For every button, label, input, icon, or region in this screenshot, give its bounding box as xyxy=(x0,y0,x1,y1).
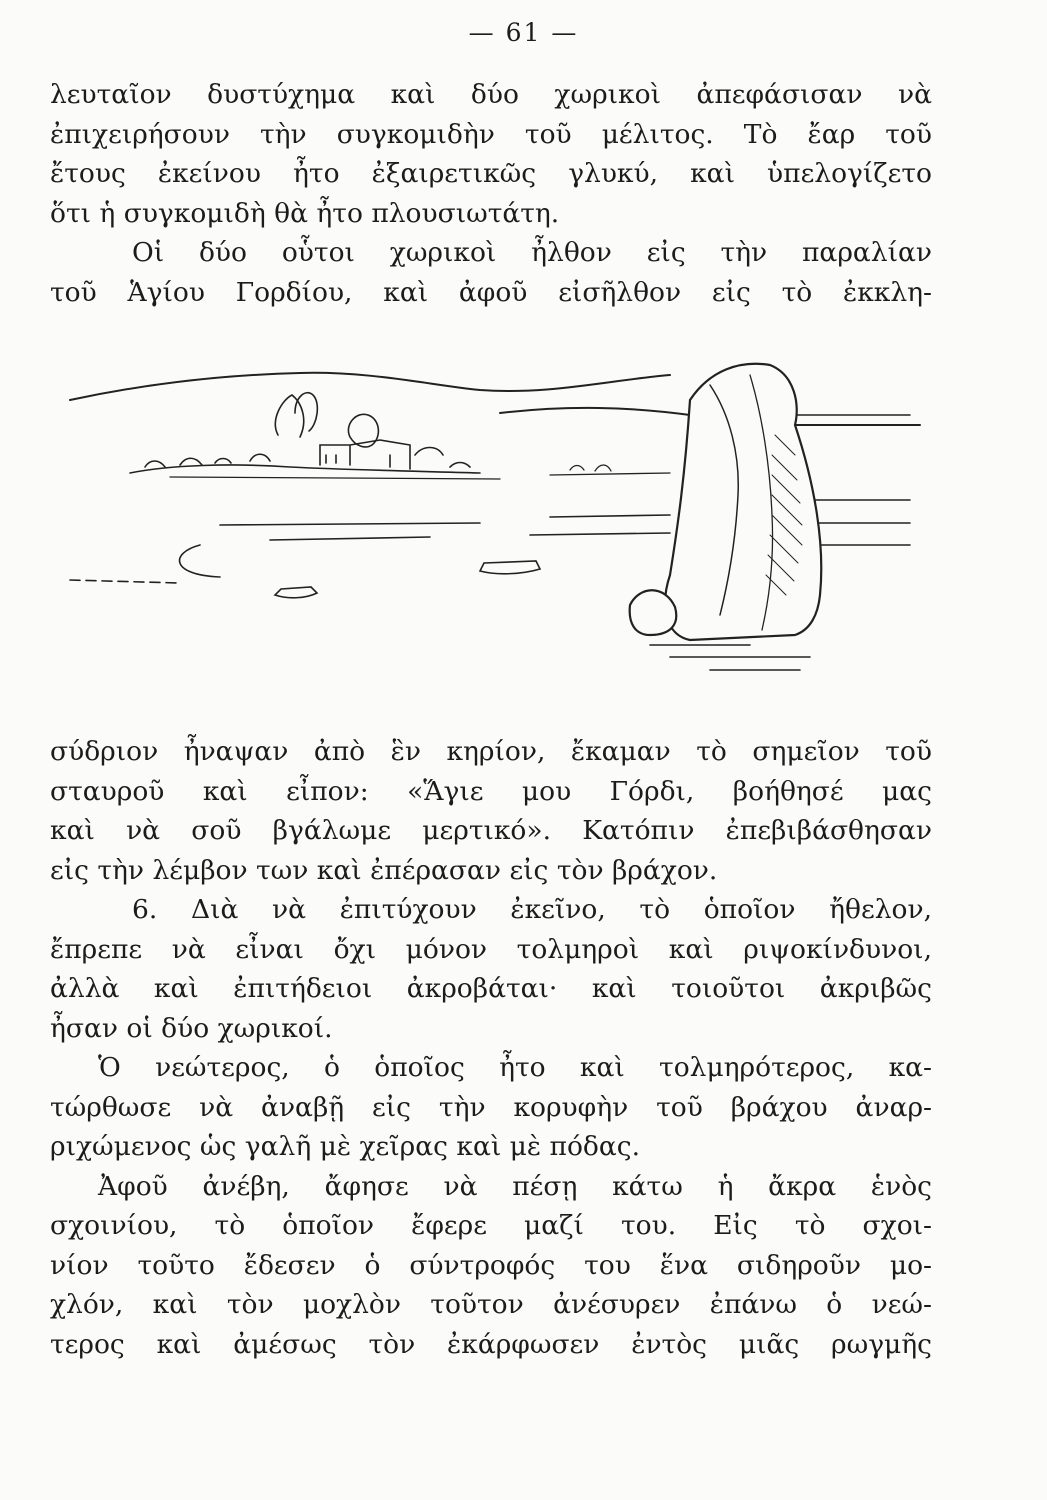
text-line: λευταῖον δυστύχημα καὶ δύο χωρικοὶ ἀπεφάσισαν νὰ xyxy=(50,79,932,110)
text-line: χλόν, καὶ τὸν μοχλὸν τοῦτον ἀνέσυρεν ἐπάνω ὁ νεώ- xyxy=(50,1289,932,1320)
text-line: ἀλλὰ καὶ ἐπιτήδειοι ἀκροβάται· καὶ τοιοῦτοι ἀκριβῶς xyxy=(50,973,932,1004)
rock xyxy=(630,364,822,670)
text-line: εἰς τὴν λέμβον των καὶ ἐπέρασαν εἰς τὸν βράχον. xyxy=(50,854,718,886)
text-line: σχοινίου, τὸ ὁποῖον ἔφερε μαζί του. Εἰς τὸ σχοι- xyxy=(50,1210,932,1241)
text-line: τοῦ Ἁγίου Γορδίου, καὶ ἀφοῦ εἰσῆλθον εἰς τὸ ἐκκλη- xyxy=(50,276,932,308)
text-line: Ἀφοῦ ἀνέβη, ἄφησε νὰ πέσῃ κάτω ἡ ἄκρα ἑνὸς xyxy=(98,1170,932,1202)
text-line: ριχώμενος ὡς γαλῆ μὲ χεῖρας καὶ μὲ πόδας. xyxy=(50,1131,641,1162)
text-line: ἔτους ἐκείνου ἦτο ἐξαιρετικῶς γλυκύ, καὶ ὑπελογίζετο xyxy=(50,158,932,189)
hills-outline xyxy=(70,373,670,400)
text-line: Οἱ δύο οὗτοι χωρικοὶ ἦλθον εἰς τὴν παραλίαν xyxy=(132,237,932,268)
boat xyxy=(275,587,317,598)
boat xyxy=(480,561,540,574)
text-line: καὶ νὰ σοῦ βγάλωμε μερτικό». Κατόπιν ἐπεβιβάσθησαν xyxy=(50,815,932,846)
text-line: σταυροῦ καὶ εἶπον: «Ἅγιε μου Γόρδι, βοήθησέ μας xyxy=(50,775,932,807)
text-line: ἔπρεπε νὰ εἶναι ὄχι μόνον τολμηροὶ καὶ ριψοκίνδυνοι, xyxy=(50,933,932,965)
text-line: ἦσαν οἱ δύο χωρικοί. xyxy=(50,1012,333,1044)
text-line: σύδριον ἦναψαν ἀπὸ ἓν κηρίον, ἔκαμαν τὸ σημεῖον τοῦ xyxy=(50,736,932,767)
coastal-rock-illustration xyxy=(50,345,930,690)
text-line: 6. Διὰ νὰ ἐπιτύχουν ἐκεῖνο, τὸ ὁποῖον ἤθελον, xyxy=(132,894,932,925)
text-block-bottom xyxy=(50,732,932,1364)
text-line: ἐπιχειρήσουν τὴν συγκομιδὴν τοῦ μέλιτος. Τὸ ἔαρ τοῦ xyxy=(50,118,932,150)
island-monastery xyxy=(130,393,480,473)
text-block-top xyxy=(50,75,932,312)
text-line: τερος καὶ ἀμέσως τὸν ἐκάρφωσεν ἐντὸς μιᾶς ρωγμῆς xyxy=(50,1328,932,1360)
text-line: Ὁ νεώτερος, ὁ ὁποῖος ἦτο καὶ τολμηρότερος, κα- xyxy=(98,1052,932,1083)
text-line: τώρθωσε νὰ ἀναβῇ εἰς τὴν κορυφὴν τοῦ βράχου ἀναρ- xyxy=(50,1091,932,1123)
text-line: νίον τοῦτο ἔδεσεν ὁ σύντροφός του ἕνα σιδηροῦν μο- xyxy=(50,1249,932,1281)
text-line: ὅτι ἡ συγκομιδὴ θὰ ἦτο πλουσιωτάτη. xyxy=(50,197,560,229)
page-number: — 61 — xyxy=(468,18,579,47)
